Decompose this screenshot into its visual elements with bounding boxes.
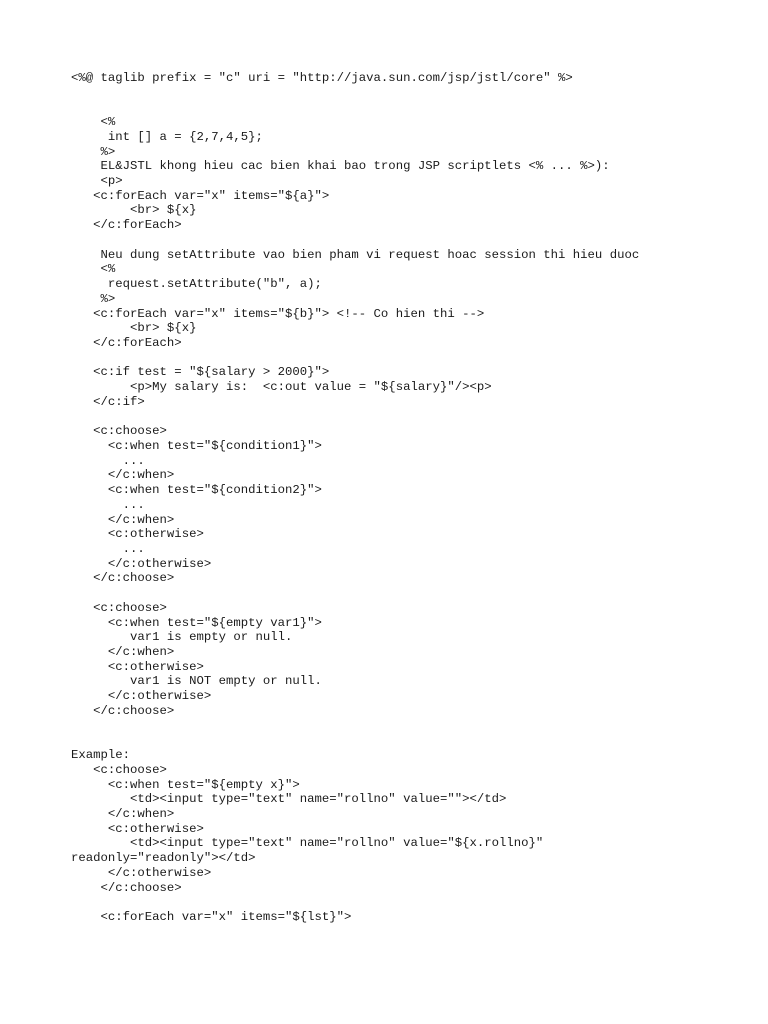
code-line: </c:if> — [71, 394, 145, 409]
code-line — [71, 719, 639, 734]
code-listing — [71, 71, 639, 925]
code-line: </c:otherwise> — [71, 556, 212, 571]
code-line: <% — [71, 262, 116, 277]
code-line: <c:when test="${empty x}"> — [71, 777, 300, 792]
code-line — [71, 233, 639, 248]
code-line: </c:forEach> — [71, 335, 182, 350]
code-line: <p>My salary is: <c:out value = "${salary}"/><p> — [71, 380, 492, 395]
code-line: var1 is empty or null. — [71, 630, 293, 645]
code-line: <c:choose> — [71, 600, 167, 615]
code-line: <c:when test="${condition2}"> — [71, 483, 322, 498]
code-line — [71, 86, 639, 101]
code-line: <c:otherwise> — [71, 659, 204, 674]
code-line: <br> ${x} — [71, 203, 197, 218]
code-line: </c:choose> — [71, 703, 175, 718]
code-line: %> — [71, 144, 116, 159]
code-line: <c:otherwise> — [71, 527, 204, 542]
code-line: ... — [71, 453, 145, 468]
code-line: <c:choose> — [71, 424, 167, 439]
code-line: </c:otherwise> — [71, 865, 212, 880]
code-line: EL&JSTL khong hieu cac bien khai bao trong JSP scriptlets <% ... %>): — [71, 159, 610, 174]
code-line: <td><input type="text" name="rollno" value="${x.rollno}" — [71, 836, 544, 851]
code-line: <td><input type="text" name="rollno" value=""></td> — [71, 792, 507, 807]
code-line: <c:choose> — [71, 762, 167, 777]
code-line: </c:when> — [71, 806, 175, 821]
code-line: %> — [71, 291, 116, 306]
code-line: </c:when> — [71, 512, 175, 527]
code-line: Example: — [71, 748, 131, 763]
code-line: <%@ taglib prefix = "c" uri = "http://java.sun.com/jsp/jstl/core" %> — [71, 71, 573, 85]
code-line: readonly="readonly"></td> — [71, 851, 256, 866]
code-line: </c:choose> — [71, 571, 175, 586]
code-line: ... — [71, 542, 145, 556]
code-line — [71, 895, 639, 910]
code-line: </c:when> — [71, 468, 175, 483]
code-line: <p> — [71, 174, 123, 189]
code-line: </c:forEach> — [71, 218, 182, 233]
code-line — [71, 733, 639, 748]
code-line: </c:otherwise> — [71, 689, 212, 704]
code-line: <% — [71, 115, 116, 130]
code-line: request.setAttribute("b", a); — [71, 277, 322, 292]
code-line: </c:choose> — [71, 880, 182, 895]
code-line: <br> ${x} — [71, 321, 197, 336]
code-line — [71, 351, 639, 366]
code-line — [71, 410, 639, 425]
code-line — [71, 100, 639, 115]
code-line: <c:when test="${empty var1}"> — [71, 615, 322, 630]
code-line: </c:when> — [71, 645, 175, 660]
code-line: <c:forEach var="x" items="${b}"> <!-- Co hien thi --> — [71, 306, 485, 321]
code-line: <c:forEach var="x" items="${a}"> — [71, 188, 330, 203]
code-line: var1 is NOT empty or null. — [71, 674, 322, 689]
code-line — [71, 586, 639, 601]
code-line: <c:if test = "${salary > 2000}"> — [71, 365, 330, 380]
code-line: <c:forEach var="x" items="${lst}"> — [71, 909, 352, 924]
code-line: Neu dung setAttribute vao bien pham vi request hoac session thi hieu duoc — [71, 247, 640, 262]
code-line: <c:when test="${condition1}"> — [71, 438, 322, 453]
code-line: int [] a = {2,7,4,5}; — [71, 129, 263, 144]
code-line: ... — [71, 497, 145, 512]
code-line: <c:otherwise> — [71, 821, 204, 836]
